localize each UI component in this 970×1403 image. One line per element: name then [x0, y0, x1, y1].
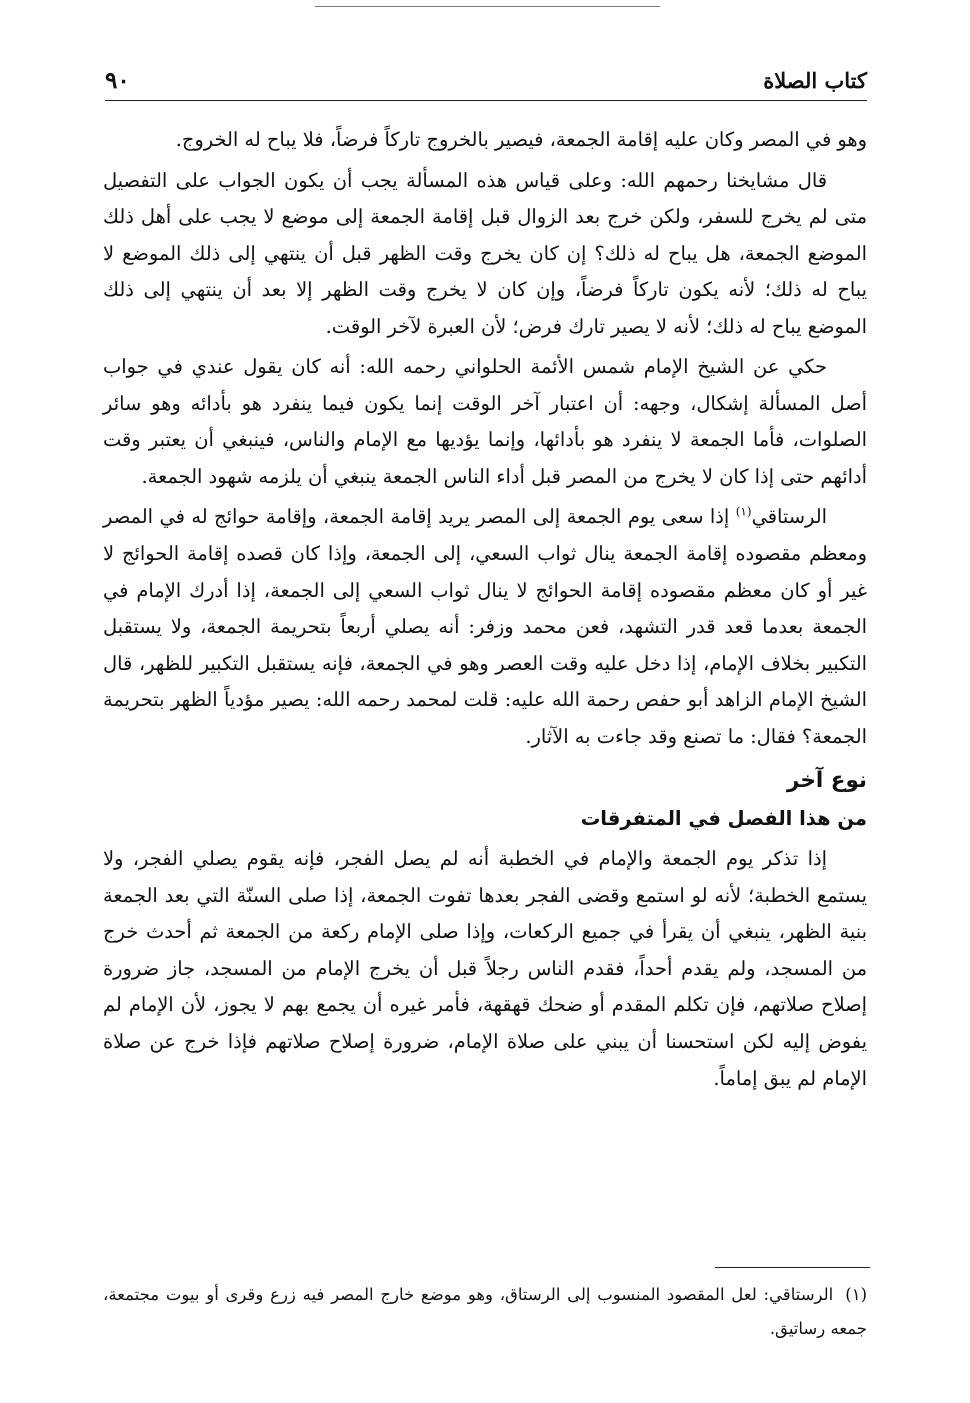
paragraph-1: وهو في المصر وكان عليه إقامة الجمعة، فيصير بالخروج تاركاً فرضاً، فلا يباح له الخروج. [175, 128, 867, 151]
footnote-number: (١) [845, 1285, 867, 1304]
main-text [103, 122, 867, 1097]
paragraph-2: قال مشايخنا رحمهم الله: وعلى قياس هذه المسألة يجب أن يكون الجواب على التفصيل متى لم يخرج للسفر، ولكن خرج بعد الزوال قبل إقامة الجمعة إلى موضع لا يجب على أهل ذلك الموضع الجمعة، هل يباح له ذلك؟ إن كان يخرج وقت الظهر قبل أن ينتهي إلى ذلك الموضع لا يباح له ذلك؛ لأنه يكون تاركاً فرضاً، وإن كان لا يخرج وقت الظهر إلا بعد أن ينتهي إلى ذلك الموضع يباح له ذلك؛ لأنه لا يصير تارك فرض؛ لأن العبرة لآخر الوقت. [103, 168, 867, 338]
page-number: ٩٠ [105, 66, 130, 94]
paragraph-4-text: إذا سعى يوم الجمعة إلى المصر يريد إقامة الجمعة، وإقامة حوائج له في المصر ومعظم مقصوده إقامة الجمعة ينال ثواب السعي، إلى الجمعة، وإذا كان قصده إقامة الحوائج لا غير أو كان معظم مقصوده إقامة الحوائج لا ينال ثواب السعي إلى الجمعة، إذا أدرك الإمام في الجمعة بعدما قعد قدر التشهد، فعن محمد وزفر: أنه يصلي أربعاً بتحريمة الجمعة، ولا يستقبل التكبير بخلاف الإمام، إذا دخل عليه وقت العصر وهو في الجمعة، فإنه يستقبل التكبير للظهر، قال الشيخ الإمام الزاهد أبو حفص رحمة الله عليه: قلت لمحمد رحمه الله: يصير مؤدياً الظهر بتحريمة الجمعة؟ فقال: ما تصنع وقد جاءت به الآثار. [103, 505, 867, 748]
paragraph-4-lead: الرستاقي [751, 505, 827, 529]
footnote-reference[interactable]: (١) [735, 505, 752, 519]
footnote-text: الرستاقي: لعل المقصود المنسوب إلى الرستاق، وهو موضع خارج المصر فيه زرع وقرى أو بيوت مجتمعة، جمعه رساتيق. [103, 1285, 867, 1338]
running-header [105, 64, 867, 96]
book-title: كتاب الصلاة [763, 67, 867, 93]
top-edge-rule [315, 6, 660, 7]
paragraph-3: حكي عن الشيخ الإمام شمس الأئمة الحلواني رحمه الله: أنه كان يقول عندي في جواب أصل المسألة إشكال، وجهه: أن اعتبار آخر الوقت إنما يكون فيما ينفرد هو بأدائه وهو سائر الصلوات، فأما الجمعة لا ينفرد هو بأدائها، وإنما يؤديها مع الإمام والناس، فينبغي أن يعتبر وقت أدائهم حتى إذا كان لا يخرج من المصر قبل أداء الناس الجمعة ينبغي أن يلزمه شهود الجمعة. [103, 355, 867, 488]
footnote-separator [715, 1267, 870, 1268]
footnote [103, 1278, 867, 1346]
section-subtitle: من هذا الفصل في المتفرقات [580, 807, 867, 831]
paragraph-5: إذا تذكر يوم الجمعة والإمام في الخطبة أنه لم يصل الفجر، فإنه يقوم يصلي الفجر، ولا يستمع الخطبة؛ لأنه لو استمع وقضى الفجر بعدها تفوت الجمعة، إذا صلى السنّة التي بعد الجمعة بنية الظهر، ينبغي أن يقرأ في جميع الركعات، وإذا صلى الإمام ركعة من الجمعة ثم أحدث خرج من المسجد، ولم يقدم أحداً، فقدم الناس رجلاً قبل أن يخرج الإمام من المسجد، جاز ضرورة إصلاح صلاتهم، فإن تكلم المقدم أو ضحك قهقهة، فأمر غيره أن يجمع بهم لا يجوز، لأن الإمام لم يفوض إليه لكن استحسنا أن يبني على صلاة الإمام، ضرورة إصلاح صلاتهم فإذا خرج عن صلاة الإمام لم يبق إماماً. [103, 847, 867, 1090]
section-title: نوع آخر [787, 768, 867, 794]
header-rule [105, 100, 867, 101]
paragraph-4 [103, 499, 867, 755]
section-heading [103, 761, 867, 837]
